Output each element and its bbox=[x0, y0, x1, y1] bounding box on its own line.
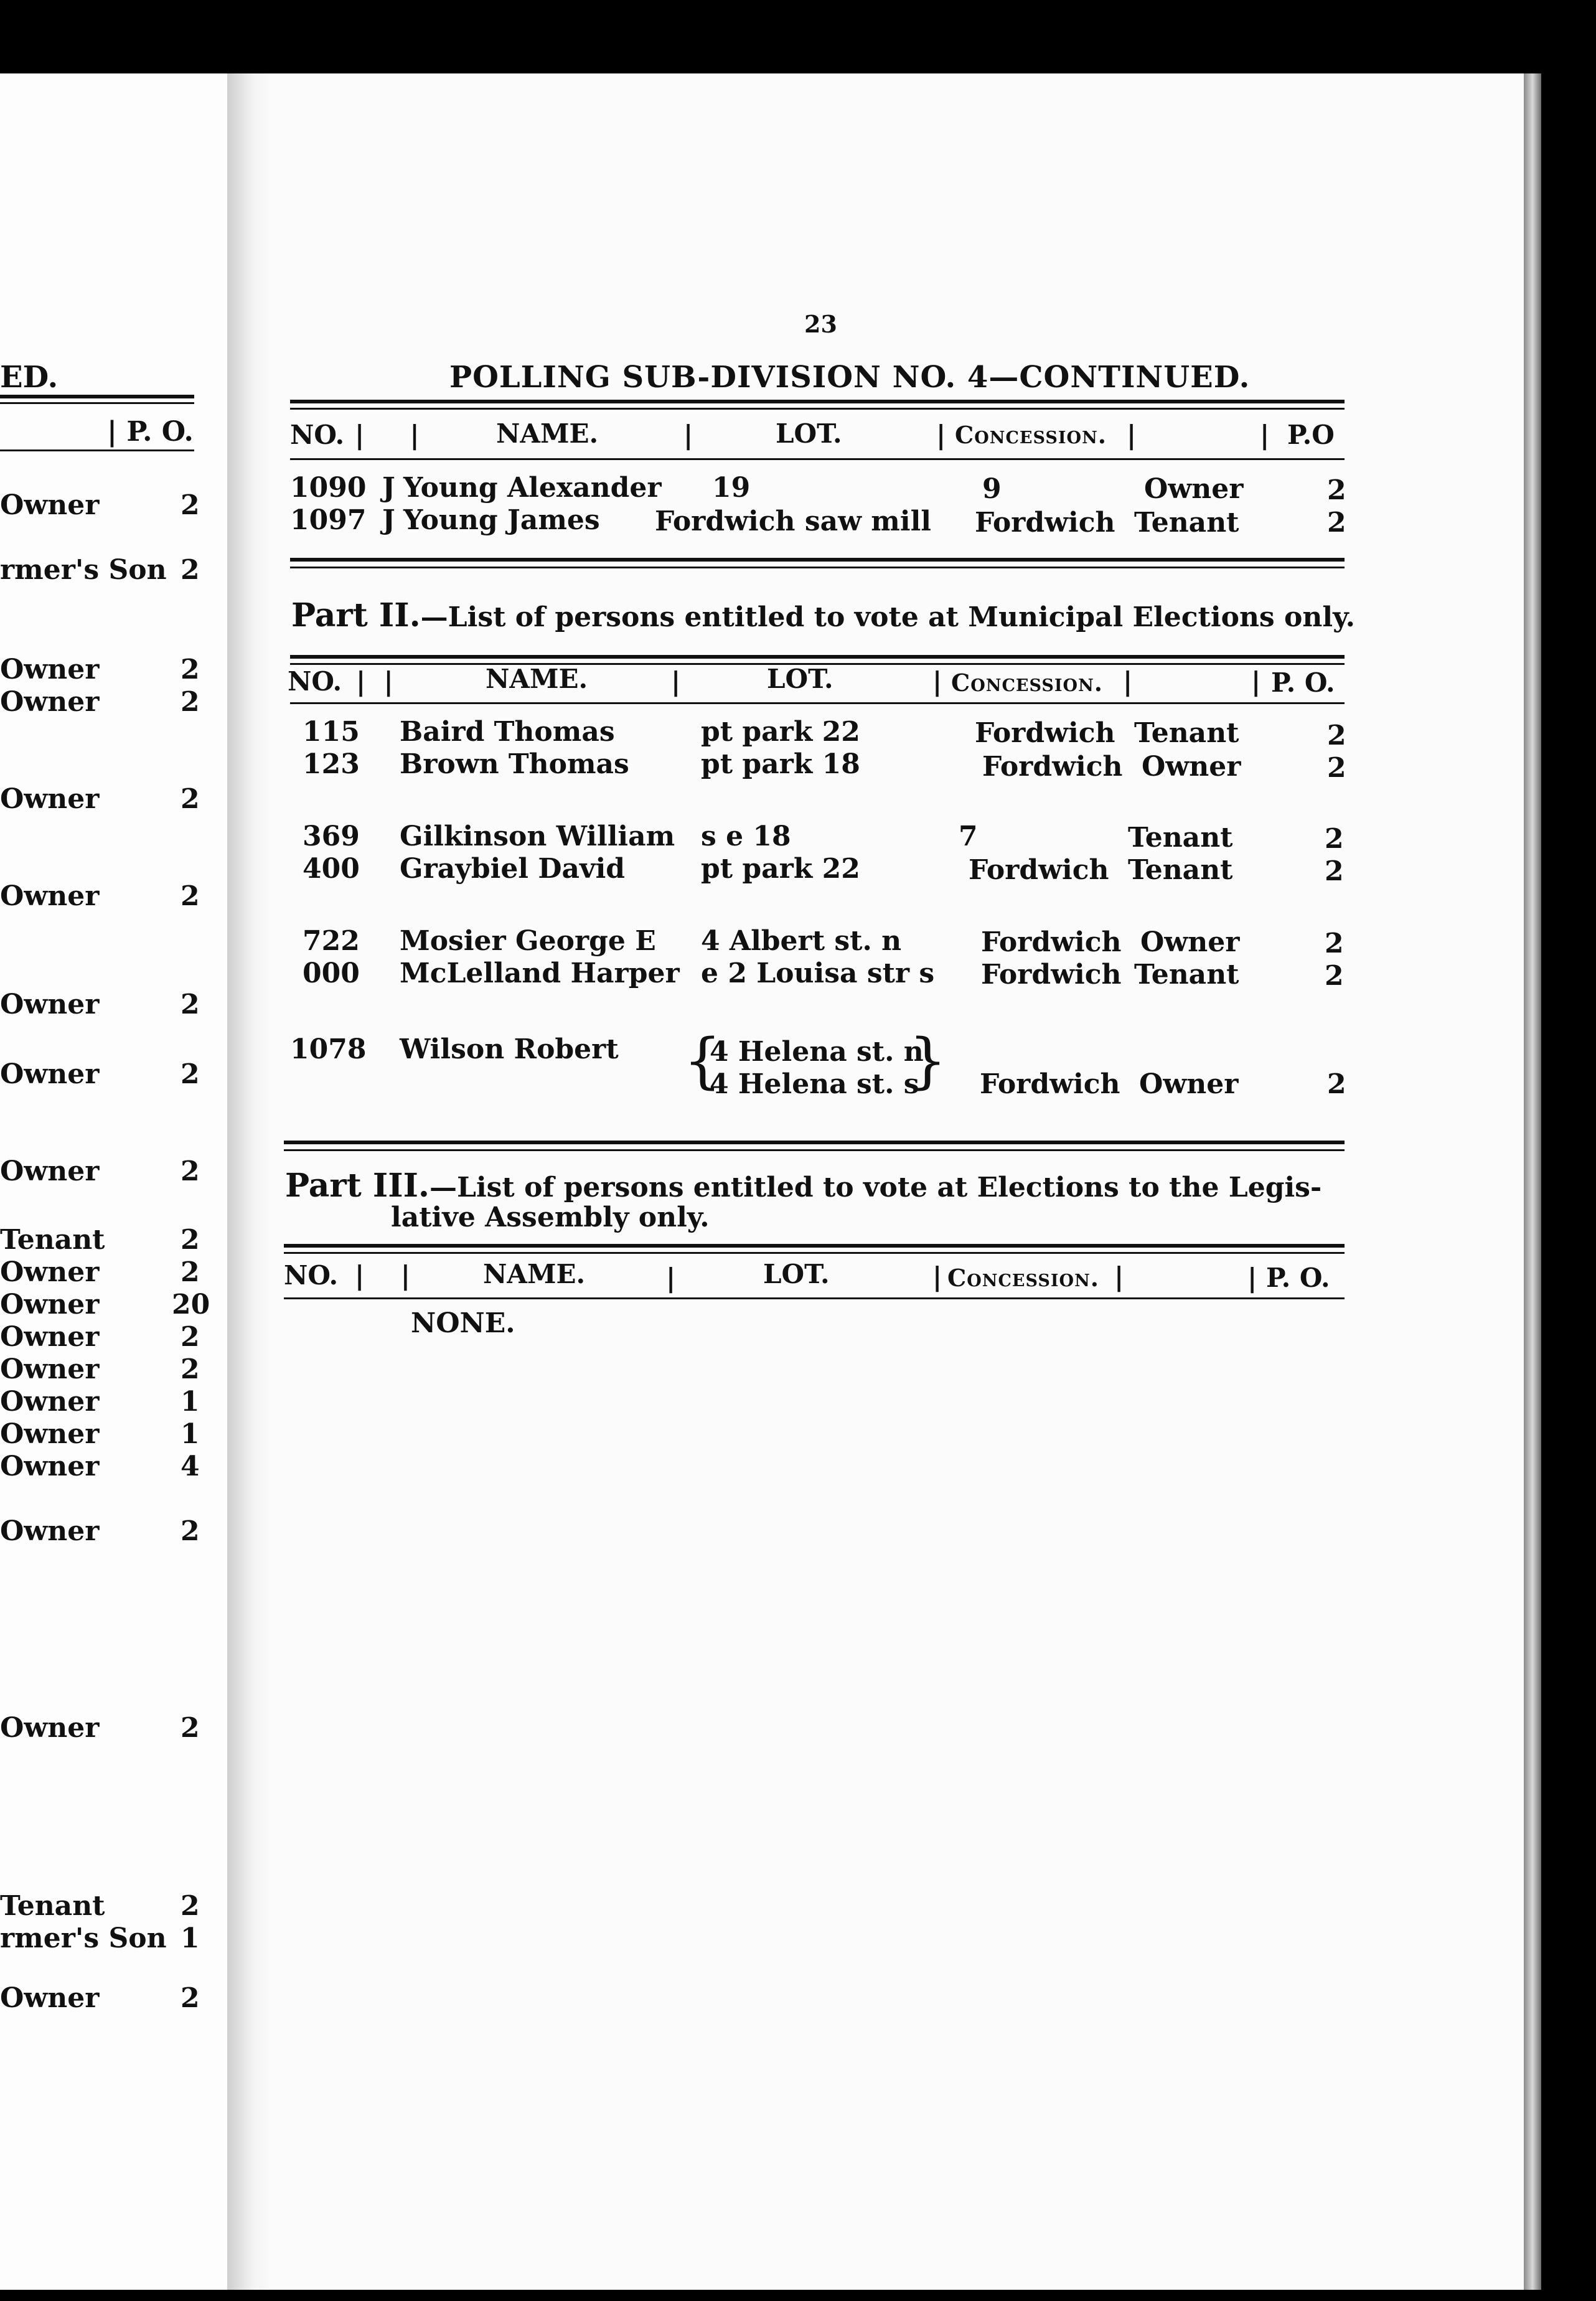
part3-rule-mid bbox=[284, 1244, 1345, 1248]
table2-header-name: NAME. bbox=[486, 664, 588, 694]
table2-rule-header bbox=[290, 702, 1345, 704]
left-row-po: 2 bbox=[181, 1224, 200, 1256]
left-row-po: 4 bbox=[181, 1451, 200, 1482]
left-row-status: Owner bbox=[0, 880, 100, 912]
left-row-status: Owner bbox=[0, 1353, 100, 1385]
table-row-concession: 9 bbox=[982, 473, 1002, 505]
part2-rule-top2 bbox=[290, 567, 1345, 568]
table1-rule-header bbox=[290, 458, 1345, 460]
table-row-po: 2 bbox=[1325, 928, 1344, 959]
table-row-lot: 4 Albert st. n bbox=[701, 925, 902, 957]
table1-header-name: NAME. bbox=[496, 418, 599, 449]
left-row-po: 2 bbox=[181, 654, 200, 685]
part2-heading bbox=[291, 596, 1355, 634]
left-row-po: 2 bbox=[181, 1712, 200, 1744]
table-row-no: 369 bbox=[303, 821, 360, 852]
part2-rule-top bbox=[290, 558, 1345, 562]
part2-text: —List of persons entitled to vote at Municipal Elections only. bbox=[420, 601, 1355, 633]
left-row-po: 2 bbox=[181, 1058, 200, 1090]
left-row-status: Owner bbox=[0, 1289, 100, 1320]
left-rule-header bbox=[0, 449, 194, 451]
table-row-lot: e 2 Louisa str s bbox=[701, 958, 935, 989]
table-row-po: 2 bbox=[1327, 1068, 1346, 1100]
table-row-flag: J bbox=[382, 504, 395, 536]
table1-rule-top bbox=[290, 400, 1345, 403]
table-row-status: Tenant bbox=[1134, 507, 1239, 539]
table-row-po: 2 bbox=[1327, 720, 1346, 751]
left-row-po: 1 bbox=[181, 1386, 200, 1418]
table-row-concession: Fordwich bbox=[981, 926, 1122, 958]
left-row-po: 20 bbox=[172, 1289, 210, 1320]
page-edge bbox=[1524, 73, 1541, 2290]
table2-header-po: P. O. bbox=[1271, 667, 1335, 698]
page-number: 23 bbox=[804, 310, 837, 338]
left-row-status: Owner bbox=[0, 1418, 100, 1450]
table-row-name: Graybiel David bbox=[400, 853, 626, 885]
table-row-name: Baird Thomas bbox=[400, 716, 615, 748]
table-row-concession: Fordwich bbox=[980, 1068, 1120, 1100]
table2-sep-lot: | bbox=[671, 666, 681, 697]
left-row-po: 2 bbox=[181, 1515, 200, 1547]
table-row-status: Tenant bbox=[1128, 854, 1233, 886]
part3-text: —List of persons entitled to vote at Elections to the Legis- bbox=[430, 1172, 1322, 1203]
table-row-po: 2 bbox=[1327, 752, 1346, 784]
table-row-name: Gilkinson William bbox=[400, 821, 675, 852]
table1-sep-conc2: | bbox=[1127, 420, 1137, 450]
left-row-po: 2 bbox=[181, 783, 200, 815]
table1-header-no: NO. bbox=[290, 420, 345, 450]
table1-sep-conc: | bbox=[936, 420, 946, 450]
table3-header-concession: Concession. bbox=[947, 1264, 1099, 1292]
part2-label: Part II. bbox=[291, 596, 421, 634]
table-row-status: Owner bbox=[1140, 926, 1240, 958]
left-row-status: Owner bbox=[0, 1058, 100, 1090]
table-row-lot: pt park 22 bbox=[701, 853, 860, 885]
left-row-po: 2 bbox=[181, 1321, 200, 1353]
left-row-status: Owner bbox=[0, 1515, 100, 1547]
left-row-po: 2 bbox=[181, 489, 200, 521]
left-row-po: 2 bbox=[181, 989, 200, 1020]
part3-rule-top bbox=[284, 1141, 1345, 1144]
left-row-status: Owner bbox=[0, 1321, 100, 1353]
table1-sep-po: | bbox=[1260, 420, 1270, 450]
table-row-status: Owner bbox=[1139, 1068, 1239, 1100]
table3-header-no: NO. bbox=[284, 1260, 339, 1291]
left-row-status: Owner bbox=[0, 989, 100, 1020]
table2-sep-po: | bbox=[1251, 666, 1261, 697]
left-row-status: rmer's Son bbox=[0, 554, 167, 586]
table2-header-concession: Concession. bbox=[951, 669, 1103, 697]
part3-rule-top2 bbox=[284, 1149, 1345, 1151]
table2-sep: | | bbox=[356, 666, 393, 697]
left-row-po: 2 bbox=[181, 554, 200, 586]
left-row-status: Owner bbox=[0, 1712, 100, 1744]
table1-header-po: P.O bbox=[1287, 420, 1335, 450]
table-row-name: McLelland Harper bbox=[400, 958, 680, 989]
table-row-status: Tenant bbox=[1128, 822, 1233, 854]
table-row-concession: Fordwich bbox=[969, 854, 1109, 886]
part2-rule-mid bbox=[290, 655, 1345, 659]
table3-rule-header bbox=[284, 1297, 1345, 1299]
table-row-name: Mosier George E bbox=[400, 925, 656, 957]
table1-rule-top2 bbox=[290, 408, 1345, 410]
table3-header-name: NAME. bbox=[483, 1259, 586, 1289]
left-rule-top bbox=[0, 395, 194, 398]
table-row-no: 1078 bbox=[290, 1033, 367, 1065]
table-row-name: Young Alexander bbox=[403, 472, 662, 504]
table-row-concession: Fordwich bbox=[982, 751, 1123, 783]
left-row-status: Owner bbox=[0, 1982, 100, 2014]
left-row-status: Owner bbox=[0, 654, 100, 685]
left-row-po: 2 bbox=[181, 880, 200, 912]
table-row-no: 000 bbox=[303, 958, 360, 989]
left-po-header: | P. O. bbox=[107, 416, 194, 448]
table-row-po: 2 bbox=[1327, 474, 1346, 506]
table-row-lot: 19 bbox=[712, 472, 751, 504]
left-row-po: 2 bbox=[181, 1155, 200, 1187]
page-title: POLLING SUB-DIVISION NO. 4—CONTINUED. bbox=[449, 360, 1251, 395]
left-row-status: Owner bbox=[0, 1256, 100, 1288]
left-row-po: 1 bbox=[181, 1418, 200, 1450]
table-row-lot: 4 Helena st. n bbox=[710, 1036, 924, 1068]
table-row-lot-second: 4 Helena st. s bbox=[710, 1068, 919, 1100]
table3-sep: | | bbox=[355, 1260, 411, 1291]
table-row-name: Young James bbox=[403, 504, 600, 536]
left-row-status: Owner bbox=[0, 686, 100, 718]
table-row-lot: Fordwich saw mill bbox=[655, 506, 931, 537]
table-row-no: 1090 bbox=[290, 472, 367, 504]
table-row-status: Owner bbox=[1142, 751, 1241, 783]
table-row-po: 2 bbox=[1325, 823, 1344, 855]
table2-sep-conc2: | bbox=[1123, 666, 1133, 697]
table3-sep-po: | bbox=[1247, 1263, 1257, 1293]
left-row-status: rmer's Son bbox=[0, 1922, 167, 1954]
table-row-lot: pt park 22 bbox=[701, 716, 860, 748]
table-row-lot: s e 18 bbox=[701, 821, 791, 852]
part3-rule-mid2 bbox=[284, 1252, 1345, 1254]
table-row-no: 1097 bbox=[290, 504, 367, 536]
left-row-status: Tenant bbox=[0, 1890, 105, 1922]
page-gutter bbox=[227, 73, 271, 2290]
table3-sep-lot: | bbox=[666, 1263, 676, 1293]
table-row-concession: 7 bbox=[959, 821, 978, 852]
table3-header-lot: LOT. bbox=[763, 1259, 830, 1289]
left-row-po: 2 bbox=[181, 1353, 200, 1385]
table-row-no: 722 bbox=[303, 925, 360, 957]
left-row-po: 1 bbox=[181, 1922, 200, 1954]
left-rule-second bbox=[0, 402, 194, 404]
left-row-status: Owner bbox=[0, 1155, 100, 1187]
left-row-po: 2 bbox=[181, 1982, 200, 2014]
part3-heading-line2: lative Assembly only. bbox=[391, 1202, 710, 1233]
table1-separators: | | bbox=[355, 420, 420, 450]
none-label: NONE. bbox=[411, 1307, 515, 1339]
table-row-no: 115 bbox=[303, 716, 360, 748]
table2-header-lot: LOT. bbox=[767, 664, 833, 694]
table-row-po: 2 bbox=[1327, 507, 1346, 539]
left-row-status: Owner bbox=[0, 1386, 100, 1418]
brace-left-icon: { bbox=[683, 1026, 722, 1096]
left-header-fragment: ED. bbox=[0, 360, 59, 395]
table-row-no: 400 bbox=[303, 853, 360, 885]
table2-header-no: NO. bbox=[288, 666, 342, 697]
left-row-status: Owner bbox=[0, 1451, 100, 1482]
table2-sep-conc: | bbox=[932, 666, 942, 697]
part3-heading bbox=[285, 1167, 1321, 1205]
left-row-po: 2 bbox=[181, 1890, 200, 1922]
table1-sep-lot: | bbox=[683, 420, 693, 450]
table-row-status: Tenant bbox=[1134, 717, 1239, 749]
table-row-name: Brown Thomas bbox=[400, 748, 629, 780]
table1-header-concession: Concession. bbox=[955, 421, 1107, 449]
table-row-status: Tenant bbox=[1134, 959, 1239, 991]
table-row-name: Wilson Robert bbox=[400, 1033, 619, 1065]
table3-header-po: P. O. bbox=[1266, 1263, 1330, 1293]
left-row-status: Tenant bbox=[0, 1224, 105, 1256]
table-row-flag: J bbox=[382, 472, 395, 504]
table-row-no: 123 bbox=[303, 748, 360, 780]
table-row-concession: Fordwich bbox=[975, 507, 1115, 539]
table3-sep-conc: | bbox=[932, 1261, 942, 1292]
table-row-concession: Fordwich bbox=[975, 717, 1115, 749]
table-row-status: Owner bbox=[1144, 473, 1244, 505]
left-row-status: Owner bbox=[0, 783, 100, 815]
table-row-po: 2 bbox=[1325, 960, 1344, 992]
table3-sep-conc2: | bbox=[1114, 1261, 1124, 1292]
table1-header-lot: LOT. bbox=[776, 418, 842, 449]
table-row-concession: Fordwich bbox=[981, 959, 1122, 991]
brace-right-icon: } bbox=[909, 1026, 947, 1096]
left-row-po: 2 bbox=[181, 1256, 200, 1288]
left-row-po: 2 bbox=[181, 686, 200, 718]
left-row-status: Owner bbox=[0, 489, 100, 521]
table-row-po: 2 bbox=[1325, 855, 1344, 887]
table-row-lot: pt park 18 bbox=[701, 748, 860, 780]
part3-label: Part III. bbox=[285, 1167, 430, 1205]
